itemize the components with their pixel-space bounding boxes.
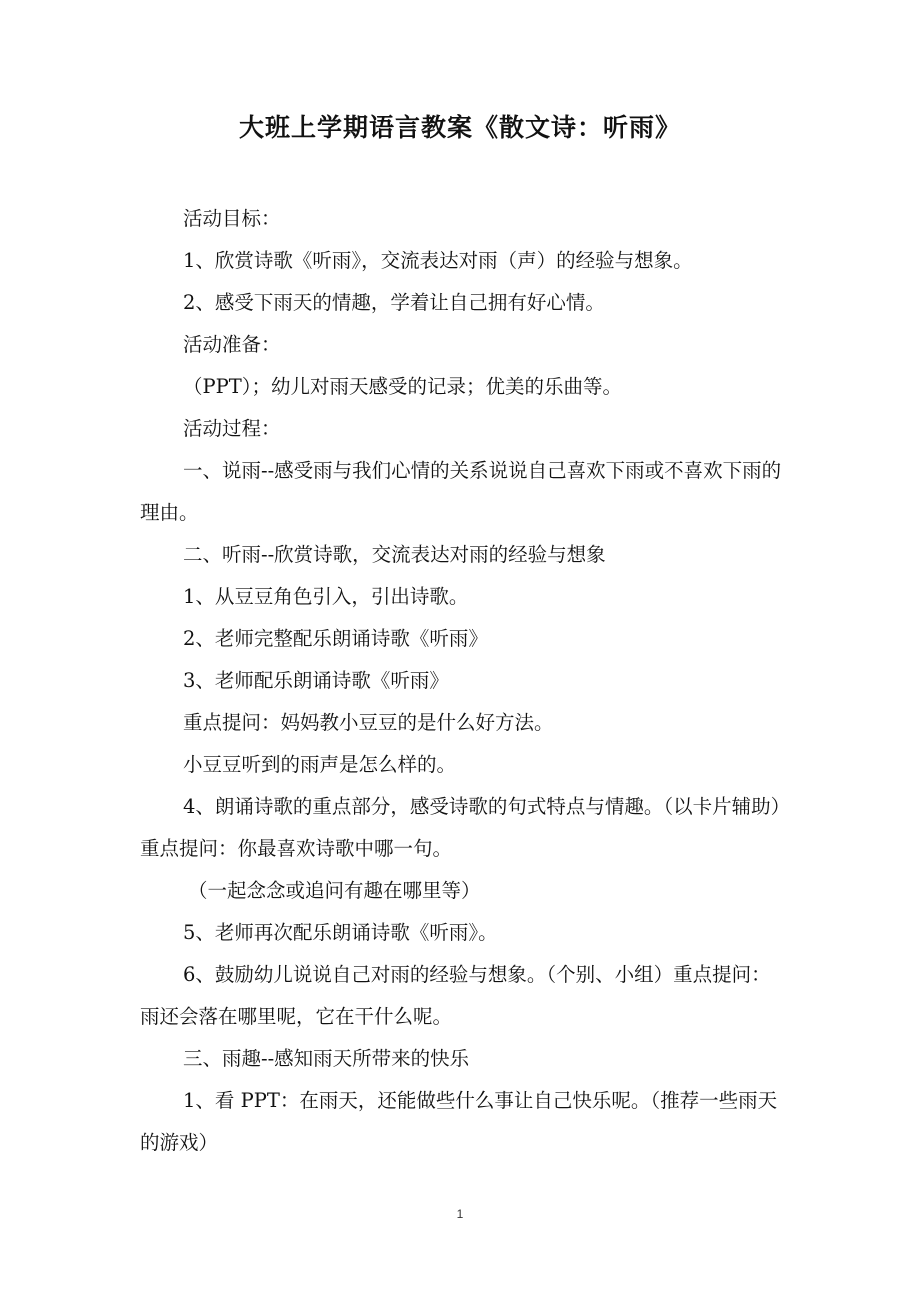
paragraph-key-question-1: 重点提问：妈妈教小豆豆的是什么好方法。 bbox=[183, 711, 554, 734]
paragraph-goal-1: 1、欣赏诗歌《听雨》，交流表达对雨（声）的经验与想象。 bbox=[183, 249, 693, 272]
paragraph-section-3: 三、雨趣--感知雨天所带来的快乐 bbox=[183, 1047, 470, 1070]
paragraph-step-3: 3、老师配乐朗诵诗歌《听雨》 bbox=[183, 669, 449, 692]
document-title: 大班上学期语言教案《散文诗：听雨》 bbox=[238, 113, 681, 142]
document-body bbox=[140, 198, 782, 1164]
paragraph-step-1: 1、从豆豆角色引入，引出诗歌。 bbox=[183, 585, 469, 608]
paragraph-step-2: 2、老师完整配乐朗诵诗歌《听雨》 bbox=[183, 627, 488, 650]
paragraph-section-3-step-1: 1、看 PPT：在雨天，还能做些什么事让自己快乐呢。（推荐一些雨天的游戏） bbox=[140, 1089, 778, 1154]
paragraph-preparation-items: （PPT）；幼儿对雨天感受的记录；优美的乐曲等。 bbox=[183, 375, 622, 398]
paragraph-step-5: 5、老师再次配乐朗诵诗歌《听雨》。 bbox=[183, 921, 498, 944]
page-number: 1 bbox=[456, 1207, 464, 1221]
paragraph-key-question-2: 小豆豆听到的雨声是怎么样的。 bbox=[183, 753, 457, 776]
paragraph-process-heading: 活动过程： bbox=[183, 417, 281, 440]
paragraph-section-1: 一、说雨--感受雨与我们心情的关系说说自己喜欢下雨或不喜欢下雨的理由。 bbox=[140, 459, 782, 524]
paragraph-section-2: 二、听雨--欣赏诗歌，交流表达对雨的经验与想象 bbox=[183, 543, 606, 566]
paragraph-step-4: 4、朗诵诗歌的重点部分，感受诗歌的句式特点与情趣。（以卡片辅助）重点提问：你最喜欢诗歌中哪一句。 bbox=[140, 795, 781, 860]
paragraph-step-4-note: （一起念念或追问有趣在哪里等） bbox=[188, 879, 481, 902]
paragraph-step-6: 6、鼓励幼儿说说自己对雨的经验与想象。（个别、小组）重点提问：雨还会落在哪里呢，它在干什么呢。 bbox=[140, 963, 771, 1028]
paragraph-preparation-heading: 活动准备： bbox=[183, 333, 281, 356]
paragraph-goal-2: 2、感受下雨天的情趣，学着让自己拥有好心情。 bbox=[183, 291, 605, 314]
paragraph-activity-goals-heading: 活动目标： bbox=[183, 207, 281, 230]
